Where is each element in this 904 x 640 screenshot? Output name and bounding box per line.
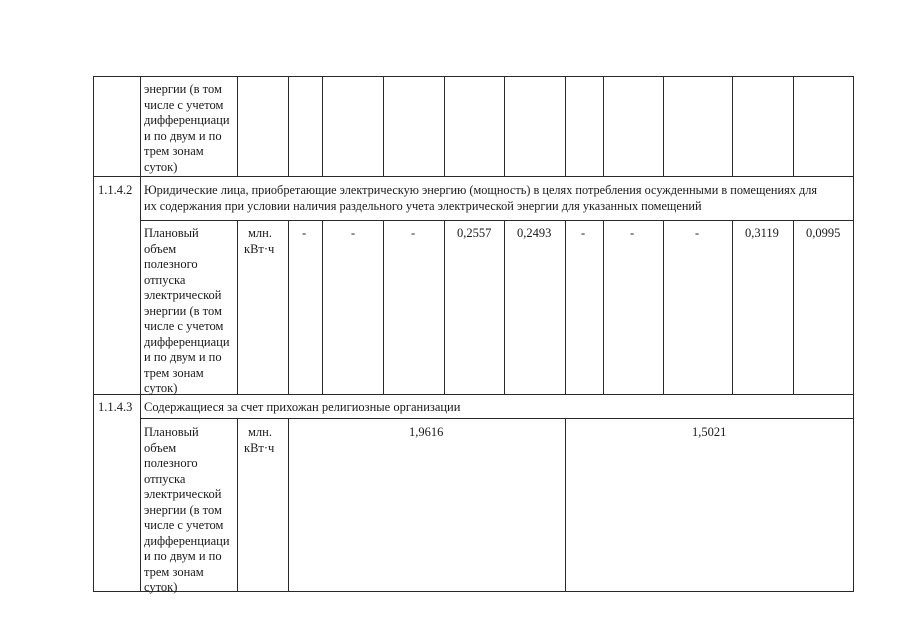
row-divider-1143 <box>93 394 854 395</box>
table-left-border <box>93 76 94 592</box>
value-cell: 0,3119 <box>745 226 779 240</box>
col-border <box>288 76 289 176</box>
col-border <box>444 220 445 394</box>
row-divider-1142-data <box>140 220 854 221</box>
col-border <box>444 76 445 176</box>
indicator-line: и по двум и по <box>144 549 222 563</box>
col-border <box>793 76 794 176</box>
indicator-line: числе с учетом <box>144 97 224 112</box>
indicator-line: дифференциаци <box>144 334 230 349</box>
row-code-1142: 1.1.4.2 <box>98 183 133 197</box>
col-border <box>793 220 794 394</box>
col-border <box>237 76 238 176</box>
col-border <box>288 418 289 592</box>
value-cell: - <box>630 226 635 240</box>
row-code-1143: 1.1.4.3 <box>98 400 133 414</box>
col-border <box>565 76 566 176</box>
indicator-line: объем <box>144 440 177 455</box>
col-border <box>663 76 664 176</box>
indicator-line: Плановый <box>144 226 199 240</box>
indicator-line: энергии (в том <box>144 303 222 318</box>
col-border <box>322 220 323 394</box>
indicator-line: полезного <box>144 257 198 271</box>
row-divider-1143-data <box>140 418 854 419</box>
col-border <box>237 418 238 592</box>
col-border <box>237 220 238 394</box>
value-cell: - <box>302 226 307 240</box>
col-border <box>383 220 384 394</box>
indicator-line: Плановый <box>144 425 199 439</box>
indicator-line: дифференциаци <box>144 533 230 548</box>
col-border <box>603 220 604 394</box>
indicator-line: числе с учетом <box>144 518 224 532</box>
col-border <box>663 220 664 394</box>
col-border <box>288 220 289 394</box>
indicator-line: электрической <box>144 487 222 501</box>
section-title-1142-line1: Юридические лица, приобретающие электрическую энергию (мощность) в целях потребления осужденными в помещениях для <box>144 183 818 197</box>
indicator-line: и по двум и по <box>144 128 222 143</box>
row-divider-1142 <box>93 176 854 177</box>
col-border <box>504 220 505 394</box>
col-border <box>504 76 505 176</box>
indicator-line: полезного <box>144 456 198 470</box>
code-column-border <box>140 76 141 592</box>
indicator-line: числе с учетом <box>144 319 224 333</box>
merged-value-second-half: 1,5021 <box>692 425 727 439</box>
indicator-line: трем зонам <box>144 564 204 579</box>
value-cell: - <box>695 226 700 240</box>
indicator-line: отпуска <box>144 471 186 486</box>
table-top-border <box>93 76 854 77</box>
value-cell: 0,0995 <box>806 226 841 240</box>
table-right-border <box>853 76 854 592</box>
col-border <box>732 220 733 394</box>
section-title-1142-line2: их содержания при условии наличия раздельного учета электрической энергии для указанных помещений <box>144 198 702 213</box>
unit-line: млн. <box>248 425 272 439</box>
merged-value-first-half: 1,9616 <box>409 425 444 439</box>
indicator-line: дифференциаци <box>144 113 230 127</box>
col-border <box>732 76 733 176</box>
indicator-line: электрической <box>144 288 222 302</box>
col-border <box>603 76 604 176</box>
col-border <box>565 220 566 394</box>
value-cell: 0,2557 <box>457 226 492 240</box>
unit-line: кВт·ч <box>244 241 275 256</box>
col-border <box>322 76 323 176</box>
indicator-line: трем зонам <box>144 365 204 380</box>
indicator-line: объем <box>144 241 177 256</box>
unit-line: кВт·ч <box>244 440 275 455</box>
value-cell: - <box>351 226 356 240</box>
value-cell: - <box>411 226 416 240</box>
indicator-line: энергии (в том <box>144 502 222 517</box>
indicator-line: суток) <box>144 381 178 395</box>
indicator-line: суток) <box>144 159 178 174</box>
unit-line: млн. <box>248 226 272 240</box>
col-border <box>565 418 566 592</box>
value-cell: 0,2493 <box>517 226 552 240</box>
value-cell: - <box>581 226 586 240</box>
indicator-line: суток) <box>144 580 178 594</box>
section-title-1143: Содержащиеся за счет прихожан религиозные организации <box>144 400 461 414</box>
indicator-line: и по двум и по <box>144 350 222 364</box>
indicator-line: отпуска <box>144 272 186 287</box>
col-border <box>383 76 384 176</box>
indicator-line: трем зонам <box>144 144 204 158</box>
table-bottom-border <box>93 591 854 592</box>
indicator-line: энергии (в том <box>144 82 222 96</box>
